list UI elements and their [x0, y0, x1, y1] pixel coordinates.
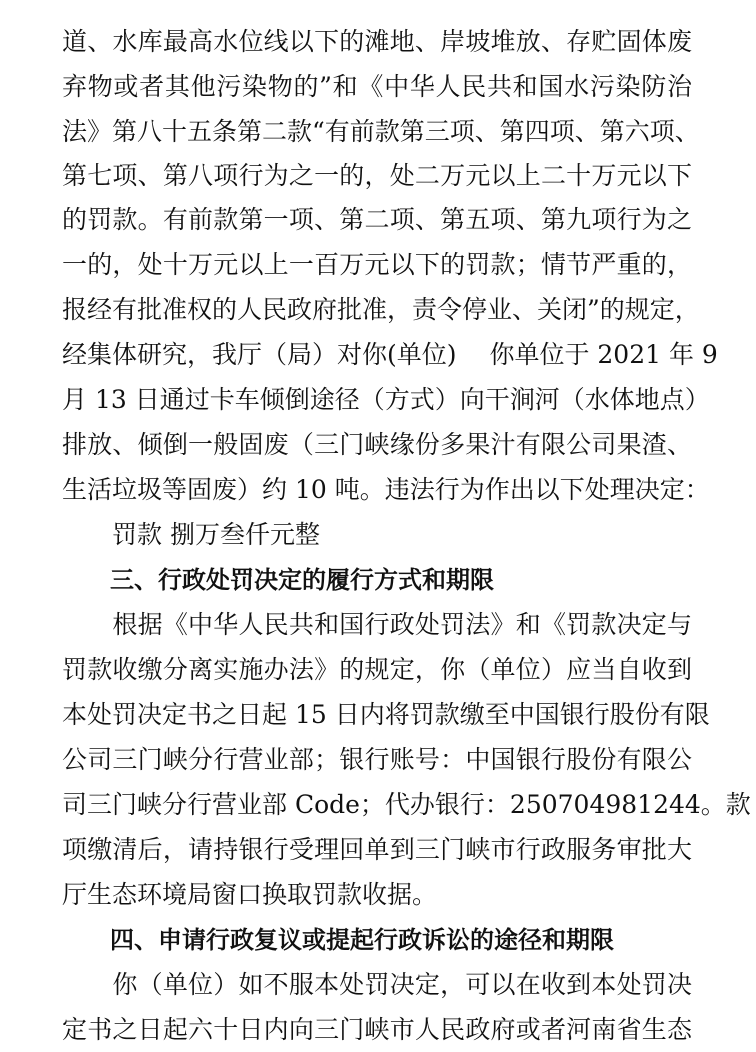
text-line: 罚款收缴分离实施办法》的规定，你（单位）应当自收到 — [62, 655, 692, 684]
text-line: 定书之日起六十日内向三门峡市人民政府或者河南省生态 — [62, 1015, 692, 1044]
text-line: 第七项、第八项行为之一的，处二万元以上二十万元以下 — [62, 161, 692, 190]
text-line: 的罚款。有前款第一项、第二项、第五项、第九项行为之 — [62, 205, 692, 234]
text-line: 生活垃圾等固废）约 10 吨。违法行为作出以下处理决定： — [62, 475, 710, 504]
text-line: 弃物或者其他污染物的”和《中华人民共和国水污染防治 — [62, 72, 692, 101]
text-line: 法》第八十五条第二款“有前款第三项、第四项、第六项、 — [62, 117, 700, 146]
text-line: 本处罚决定书之日起 15 日内将罚款缴至中国银行股份有限 — [62, 700, 710, 729]
text-line: 报经有批准权的人民政府批准，责令停业、关闭”的规定， — [62, 295, 700, 324]
section-heading-4: 四、申请行政复议或提起行政诉讼的途径和期限 — [62, 926, 614, 954]
text-line: 厅生态环境局窗口换取罚款收据。 — [62, 880, 438, 909]
penalty-amount-line: 罚款 捌万叁仟元整 — [62, 520, 320, 549]
text-line: 排放、倾倒一般固废（三门峡缘份多果汁有限公司果渣、 — [62, 430, 692, 459]
text-line: 根据《中华人民共和国行政处罚法》和《罚款决定与 — [62, 610, 692, 639]
text-line: 一的，处十万元以上一百万元以下的罚款；情节严重的， — [62, 250, 692, 279]
text-line: 经集体研究，我厅（局）对你(单位) 你单位于 2021 年 9 — [62, 340, 718, 369]
text-line: 道、水库最高水位线以下的滩地、岸坡堆放、存贮固体废 — [62, 27, 692, 56]
text-line: 你（单位）如不服本处罚决定，可以在收到本处罚决 — [62, 970, 692, 999]
text-line: 月 13 日通过卡车倾倒途径（方式）向干涧河（水体地点） — [62, 385, 710, 414]
text-line: 项缴清后，请持银行受理回单到三门峡市行政服务审批大 — [62, 835, 692, 864]
text-line: 司三门峡分行营业部 Code；代办银行：250704981244。款 — [62, 790, 751, 819]
text-line: 公司三门峡分行营业部；银行账号：中国银行股份有限公 — [62, 745, 692, 774]
section-heading-3: 三、行政处罚决定的履行方式和期限 — [62, 566, 494, 594]
